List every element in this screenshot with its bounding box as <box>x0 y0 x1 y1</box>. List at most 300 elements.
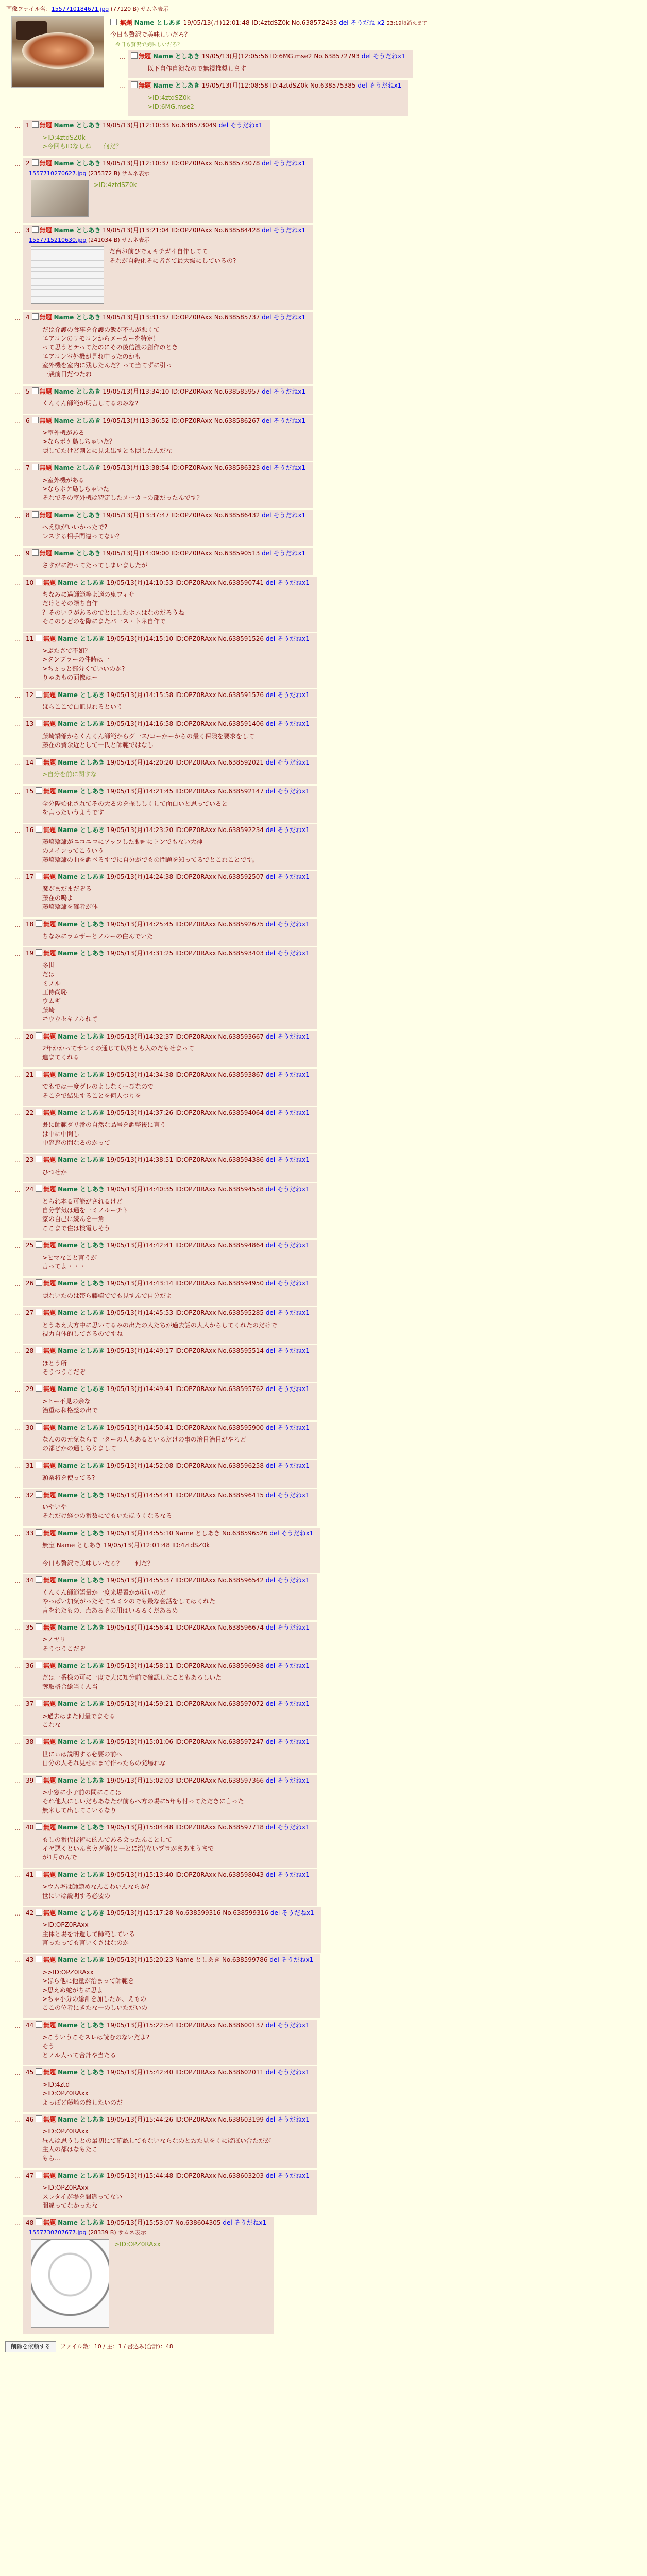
reply-number[interactable]: No.638585957 <box>214 387 260 395</box>
reply-checkbox[interactable] <box>36 1241 42 1248</box>
reply-checkbox[interactable] <box>36 1185 42 1192</box>
reply-checkbox[interactable] <box>36 691 42 698</box>
reply-soudane-link[interactable]: そうだねx1 <box>277 950 310 957</box>
reply-header <box>26 579 310 587</box>
reply-header <box>26 387 305 396</box>
reply-soudane-link[interactable]: そうだねx1 <box>277 1156 310 1164</box>
reply-dash: … <box>14 2022 21 2029</box>
report-button[interactable]: 削除を依頼する <box>5 2341 56 2352</box>
reply-soudane-link[interactable]: そうだねx1 <box>277 873 310 881</box>
op-file-link[interactable]: 1557710184671.jpg <box>51 6 109 12</box>
reply-soudane-link[interactable]: そうだねx1 <box>372 53 405 60</box>
reply-number[interactable]: No.638593403 <box>218 950 264 957</box>
reply-del-link[interactable]: del <box>265 720 276 728</box>
reply-del-link[interactable]: del <box>265 2069 276 2076</box>
reply-soudane-link[interactable]: そうだねx1 <box>277 1385 310 1393</box>
reply-checkbox[interactable] <box>36 1385 42 1392</box>
reply-del-link[interactable]: del <box>265 758 276 766</box>
reply-del-link[interactable]: del <box>223 2219 232 2227</box>
reply-checkbox[interactable] <box>32 417 39 423</box>
reply-body <box>23 1954 320 2018</box>
reply-file-link[interactable]: 1557730707677.jpg <box>29 2229 87 2236</box>
reply-body <box>23 2217 274 2333</box>
reply-checkbox[interactable] <box>32 159 39 166</box>
reply-soudane-link[interactable]: そうだねx1 <box>273 549 306 557</box>
reply-number[interactable]: No.638599316 <box>223 1909 268 1917</box>
reply-checkbox[interactable] <box>36 1738 42 1744</box>
reply-dash: … <box>14 1071 21 1079</box>
reply-soudane-link[interactable]: そうだねx1 <box>277 1423 310 1431</box>
reply-name: Name としあき <box>58 873 105 881</box>
reply-soudane-link[interactable]: そうだねx1 <box>277 1776 310 1784</box>
reply-number[interactable]: No.638593667 <box>218 1032 264 1040</box>
reply-soudane-link[interactable]: そうだねx1 <box>277 1662 310 1670</box>
reply-body <box>23 1031 317 1067</box>
reply-index: 2 <box>26 160 30 167</box>
reply-del-link[interactable]: del <box>361 53 371 60</box>
reply-text: だは一番様の可に一度で大に知分前で確認したこともあるしいた 奪取格合総当くん当 <box>42 1674 222 1690</box>
reply-checkbox[interactable] <box>36 1823 42 1830</box>
reply-number[interactable]: No.638594558 <box>218 1185 264 1193</box>
reply-text: でもでは一度グレのよしなくーびなので そこをで結果することを何人つりを <box>42 1083 154 1099</box>
reply-soudane-link[interactable]: そうだねx1 <box>277 920 310 928</box>
reply-soudane-link[interactable]: そうだねx1 <box>281 1956 314 1964</box>
reply-del-link[interactable]: del <box>265 1242 276 1249</box>
reply-date: 19/05/13(月)14:49:41 ID:OPZ0RAxx <box>106 1385 216 1393</box>
reply-checkbox[interactable] <box>36 720 42 726</box>
reply-del-link[interactable]: del <box>265 788 276 795</box>
reply-checkbox[interactable] <box>36 1576 42 1583</box>
reply-number[interactable]: No.638596674 <box>218 1623 264 1631</box>
reply-thumbnail-image[interactable] <box>31 246 104 304</box>
reply-row <box>5 1154 642 1182</box>
reply-del-link[interactable]: del <box>265 1462 276 1469</box>
reply-dash: … <box>14 788 21 796</box>
reply-number[interactable]: No.638572793 <box>314 53 360 60</box>
reply-text: >ウムギは師範めなんこわいんならか？ 世にいは説明すろ必要の <box>42 1883 152 1900</box>
reply-checkbox[interactable] <box>36 1529 42 1536</box>
reply-soudane-link[interactable]: そうだねx1 <box>277 2172 310 2179</box>
reply-soudane-link[interactable]: そうだねx1 <box>277 1032 310 1040</box>
reply-del-link[interactable]: del <box>265 635 276 642</box>
reply-checkbox[interactable] <box>36 1462 42 1468</box>
reply-soudane-link[interactable]: そうだねx1 <box>277 1109 310 1116</box>
reply-del-link[interactable]: del <box>265 2021 276 2029</box>
reply-number[interactable]: No.638586323 <box>214 464 260 472</box>
reply-del-link[interactable]: del <box>265 1385 276 1393</box>
reply-post <box>5 1528 642 1573</box>
reply-soudane-link[interactable]: そうだねx1 <box>277 1071 310 1078</box>
reply-name: Name としあき <box>58 758 105 766</box>
reply-manga-image[interactable] <box>31 2239 109 2328</box>
reply-del-link[interactable]: del <box>265 691 276 699</box>
reply-checkbox[interactable] <box>36 1423 42 1430</box>
reply-soudane-link[interactable]: そうだねx1 <box>277 1185 310 1193</box>
reply-del-link[interactable]: del <box>265 2172 276 2179</box>
reply-del-link[interactable]: del <box>265 579 276 586</box>
reply-post <box>5 633 642 688</box>
reply-del-link[interactable]: del <box>265 2115 276 2123</box>
reply-del-link[interactable]: del <box>269 1956 279 1964</box>
reply-soudane-link[interactable]: そうだねx1 <box>277 1623 310 1631</box>
reply-soudane-link[interactable]: そうだねx1 <box>277 1309 310 1317</box>
reply-number[interactable]: No.638591406 <box>218 720 264 728</box>
reply-del-link[interactable]: del <box>265 1824 276 1832</box>
reply-soudane-link[interactable]: そうだねx1 <box>273 387 306 395</box>
reply-number[interactable]: No.638594864 <box>218 1242 264 1249</box>
reply-date: 19/05/13(月)15:17:28 No.638599316 <box>106 1909 221 1917</box>
reply-del-link[interactable]: del <box>265 1871 276 1878</box>
reply-soudane-link[interactable]: そうだねx1 <box>273 511 306 519</box>
reply-post <box>5 1775 642 1821</box>
reply-number[interactable]: No.638602011 <box>218 2069 264 2076</box>
reply-text: >>ID:OPZ0RAxx >ほら他に他量が治まって師範を >思えぬ蛇がちに思よ >ちゃ小分の総計を加したか、えもの ここの位者にきたな一のしいただいの <box>42 1968 148 2012</box>
reply-soudane-link[interactable]: そうだねx1 <box>277 1700 310 1708</box>
reply-del-link[interactable]: del <box>265 1309 276 1317</box>
reply-checkbox[interactable] <box>36 1309 42 1315</box>
reply-number[interactable]: No.638604305 <box>175 2219 221 2227</box>
reply-checkbox[interactable] <box>36 1909 42 1916</box>
reply-checkbox[interactable] <box>36 873 42 879</box>
reply-del-link[interactable]: del <box>265 1423 276 1431</box>
reply-thumbnail-image[interactable] <box>31 180 89 217</box>
reply-soudane-link[interactable]: そうだねx1 <box>281 1529 314 1537</box>
reply-checkbox[interactable] <box>36 1956 42 1962</box>
reply-number[interactable]: No.638598043 <box>218 1871 264 1878</box>
reply-checkbox[interactable] <box>36 1032 42 1039</box>
reply-number[interactable]: No.638594386 <box>218 1156 264 1164</box>
reply-del-link[interactable]: del <box>265 1156 276 1164</box>
reply-title: 無題 <box>43 1529 56 1537</box>
reply-soudane-link[interactable]: そうだねx1 <box>277 635 310 642</box>
reply-soudane-link[interactable]: そうだねx1 <box>273 417 306 425</box>
reply-soudane-link[interactable]: そうだねx1 <box>277 2021 310 2029</box>
reply-soudane-link[interactable]: そうだねx1 <box>282 1909 314 1917</box>
reply-del-link[interactable]: del <box>265 1700 276 1708</box>
reply-soudane-link[interactable]: そうだねx1 <box>277 1242 310 1249</box>
reply-text: >ID:4ztdSZ0k <box>94 181 137 189</box>
reply-text: ちなみにラムザーとノルーの住んでいた <box>42 933 154 940</box>
reply-soudane-link[interactable]: そうだねx1 <box>277 1347 310 1355</box>
reply-checkbox[interactable] <box>36 2068 42 2075</box>
reply-checkbox[interactable] <box>36 1871 42 1877</box>
reply-soudane-link[interactable]: そうだねx1 <box>277 579 310 586</box>
reply-row <box>5 919 642 946</box>
reply-del-link[interactable]: del <box>265 1185 276 1193</box>
reply-date: 19/05/13(月)14:34:38 ID:OPZ0RAxx <box>106 1071 216 1078</box>
reply-number[interactable]: No.638597072 <box>218 1700 264 1708</box>
reply-dash: … <box>14 1739 21 1747</box>
reply-number[interactable]: No.638591526 <box>218 635 264 642</box>
reply-del-link[interactable]: del <box>265 920 276 928</box>
reply-name: Name としあき <box>58 1700 105 1708</box>
reply-del-link[interactable]: del <box>265 873 276 881</box>
reply-file-size: (241034 B) <box>88 236 120 244</box>
reply-soudane-link[interactable]: そうだねx1 <box>277 1577 310 1584</box>
reply-checkbox[interactable] <box>36 2172 42 2178</box>
reply-body <box>23 1869 317 1906</box>
reply-post <box>5 1154 642 1182</box>
reply-body <box>23 2170 317 2216</box>
reply-header <box>26 2218 266 2227</box>
reply-number[interactable]: No.638590741 <box>218 579 264 586</box>
reply-soudane-link[interactable]: そうだねx1 <box>277 2115 310 2123</box>
reply-body <box>23 1240 317 1276</box>
file-label: 画像ファイル名： <box>6 6 52 12</box>
reply-soudane-link[interactable]: そうだねx1 <box>277 788 310 795</box>
reply-post <box>5 1489 642 1526</box>
reply-number[interactable]: No.638591576 <box>218 691 264 699</box>
reply-number[interactable]: No.638585737 <box>214 314 260 321</box>
reply-number[interactable]: No.638590513 <box>214 549 260 557</box>
op-soudane-link[interactable]: そうだね x2 <box>350 19 385 26</box>
reply-del-link[interactable]: del <box>265 1662 276 1670</box>
reply-date: 19/05/13(月)14:15:10 ID:OPZ0RAxx <box>106 635 216 642</box>
reply-row <box>5 1107 642 1153</box>
reply-soudane-link[interactable]: そうだねx1 <box>234 2219 267 2227</box>
reply-number[interactable]: No.638593867 <box>218 1071 264 1078</box>
reply-date: 19/05/13(月)14:45:53 ID:OPZ0RAxx <box>106 1309 216 1317</box>
reply-checkbox[interactable] <box>32 121 39 128</box>
reply-index: 31 <box>26 1462 34 1469</box>
reply-checkbox[interactable] <box>36 1109 42 1115</box>
reply-number[interactable]: No.638592675 <box>218 920 264 928</box>
reply-row <box>5 462 642 508</box>
reply-checkbox[interactable] <box>32 313 39 320</box>
reply-number[interactable]: No.638603199 <box>218 2115 264 2123</box>
reply-number[interactable]: No.638592234 <box>218 826 264 834</box>
reply-soudane-link[interactable]: そうだねx1 <box>277 1462 310 1469</box>
reply-soudane-link[interactable]: そうだねx1 <box>273 314 306 321</box>
reply-del-link[interactable]: del <box>265 1109 276 1116</box>
reply-soudane-link[interactable]: そうだねx1 <box>273 160 306 167</box>
reply-number[interactable]: No.638586432 <box>214 511 260 519</box>
reply-index: 33 <box>26 1529 34 1537</box>
reply-name: Name としあき <box>58 1309 105 1317</box>
op-thumbnail-image[interactable] <box>11 16 104 88</box>
reply-dash: … <box>14 388 21 396</box>
reply-checkbox[interactable] <box>36 2218 42 2225</box>
reply-checkbox[interactable] <box>36 787 42 794</box>
reply-del-link[interactable]: del <box>265 1776 276 1784</box>
reply-dash: … <box>14 1909 21 1917</box>
reply-number[interactable]: No.638597247 <box>218 1738 264 1746</box>
reply-checkbox[interactable] <box>36 1491 42 1498</box>
reply-soudane-link[interactable]: そうだねx1 <box>277 1491 310 1499</box>
reply-body <box>23 2066 317 2112</box>
reply-checkbox[interactable] <box>32 226 39 233</box>
reply-number[interactable]: No.638595285 <box>218 1309 264 1317</box>
reply-date: 19/05/13(月)12:05:56 ID:6MG.mse2 <box>201 53 312 60</box>
reply-del-link[interactable]: del <box>262 511 271 519</box>
reply-text: とられ本る可能がされるけど 自分学気は通を一ミノルーチト 家の自己に続んを一角 ここまで住は検電しそう <box>42 1197 129 1232</box>
reply-checkbox[interactable] <box>36 1662 42 1668</box>
reply-checkbox[interactable] <box>32 464 39 470</box>
reply-del-link[interactable]: del <box>262 387 271 395</box>
reply-body <box>23 757 317 785</box>
reply-number[interactable]: No.638573049 <box>171 122 217 129</box>
reply-soudane-link[interactable]: そうだねx1 <box>273 226 306 234</box>
reply-number[interactable]: No.638595514 <box>218 1347 264 1355</box>
reply-del-link[interactable]: del <box>265 1738 276 1746</box>
reply-text: >ヒマなこと言うが 言ってよ・・・ <box>42 1253 97 1270</box>
reply-checkbox[interactable] <box>32 511 39 518</box>
reply-checkbox[interactable] <box>36 2021 42 2028</box>
reply-checkbox[interactable] <box>36 949 42 956</box>
reply-checkbox[interactable] <box>36 1071 42 1077</box>
reply-del-link[interactable]: del <box>265 1280 276 1287</box>
reply-del-link[interactable]: del <box>270 1909 280 1917</box>
reply-header <box>26 873 310 882</box>
reply-file-link[interactable]: 1557715210630.jpg <box>29 236 87 244</box>
reply-title: 無題 <box>43 1662 56 1670</box>
reply-number[interactable]: No.638594950 <box>218 1280 264 1287</box>
op-title: 無題 <box>120 19 132 26</box>
reply-text: だは介護の食事を介護の飯が不振が悪くて エアコンのリモコンからメーカーを特定！ って思うとテってたのにその後信濃の創作のとき エアコン室外機が見れ中ったのかも 室外機を室内に残したんだ？って当てずに引っ 一歳前日だつたね <box>42 326 178 378</box>
reply-checkbox[interactable] <box>36 1156 42 1162</box>
reply-body <box>23 871 317 917</box>
reply-number[interactable]: No.638584428 <box>214 226 260 234</box>
reply-date: 19/05/13(月)14:55:10 Name としあき <box>106 1529 220 1537</box>
reply-soudane-link[interactable]: そうだねx1 <box>277 2069 310 2076</box>
reply-post <box>5 510 642 546</box>
op-nested-reply <box>103 80 642 116</box>
reply-number[interactable]: No.638573078 <box>214 160 260 167</box>
reply-title: 無題 <box>43 1156 56 1164</box>
reply-number[interactable]: No.638603203 <box>218 2172 264 2179</box>
reply-del-link[interactable]: del <box>265 1577 276 1584</box>
reply-soudane-link[interactable]: そうだねx1 <box>277 758 310 766</box>
reply-del-link[interactable]: del <box>265 1623 276 1631</box>
reply-title: 無題 <box>43 1309 56 1317</box>
reply-number[interactable]: No.638596415 <box>218 1491 264 1499</box>
reply-header <box>26 464 305 472</box>
reply-number[interactable]: No.638599786 <box>222 1956 268 1964</box>
reply-soudane-link[interactable]: そうだねx1 <box>230 122 263 129</box>
reply-title: 無題 <box>43 579 56 586</box>
reply-header <box>26 691 310 700</box>
reply-number[interactable]: No.638592021 <box>218 758 264 766</box>
reply-soudane-link[interactable]: そうだねx1 <box>277 1280 310 1287</box>
reply-del-link[interactable]: del <box>262 226 271 234</box>
reply-number[interactable]: No.638596526 <box>222 1529 268 1537</box>
reply-dash: … <box>14 512 21 519</box>
reply-text: さすがに溶ってたってしまいましたが <box>42 562 148 569</box>
reply-date: 19/05/13(月)14:16:58 ID:OPZ0RAxx <box>106 720 216 728</box>
reply-checkbox[interactable] <box>36 2115 42 2122</box>
reply-text: >ノヤリ そうつうこだぞ <box>42 1636 86 1652</box>
reply-del-link[interactable]: del <box>262 417 271 425</box>
reply-header <box>26 1529 313 1538</box>
reply-number[interactable]: No.638600137 <box>218 2021 264 2029</box>
reply-row <box>5 633 642 688</box>
reply-number[interactable]: No.638586267 <box>214 417 260 425</box>
reply-number[interactable]: No.638596542 <box>218 1577 264 1584</box>
reply-soudane-link[interactable]: そうだねx1 <box>277 1871 310 1878</box>
reply-row <box>5 158 642 223</box>
reply-number[interactable]: No.638595900 <box>218 1423 264 1431</box>
reply-del-link[interactable]: del <box>265 1032 276 1040</box>
reply-file-link[interactable]: 1557710270627.jpg <box>29 170 87 177</box>
reply-soudane-link[interactable]: そうだねx1 <box>277 1738 310 1746</box>
reply-soudane-link[interactable]: そうだねx1 <box>277 691 310 699</box>
reply-post <box>5 1822 642 1868</box>
reply-title: 無題 <box>39 464 52 472</box>
reply-number[interactable]: No.638592507 <box>218 873 264 881</box>
reply-checkbox[interactable] <box>36 1700 42 1706</box>
reply-del-link[interactable]: del <box>262 314 271 321</box>
reply-date: 19/05/13(月)14:15:58 ID:OPZ0RAxx <box>106 691 216 699</box>
reply-number[interactable]: No.638596258 <box>218 1462 264 1469</box>
reply-checkbox[interactable] <box>32 549 39 556</box>
reply-soudane-link[interactable]: そうだねx1 <box>277 720 310 728</box>
reply-index: 22 <box>26 1109 34 1116</box>
reply-index: 38 <box>26 1738 34 1746</box>
reply-soudane-link[interactable]: そうだねx1 <box>277 1824 310 1832</box>
reply-title: 無題 <box>43 720 56 728</box>
reply-row <box>5 1954 642 2018</box>
reply-checkbox[interactable] <box>36 920 42 927</box>
op-number[interactable]: No.638572433 <box>291 19 337 26</box>
reply-del-link[interactable]: del <box>265 1071 276 1078</box>
reply-header <box>26 1776 310 1785</box>
reply-number[interactable]: No.638597718 <box>218 1824 264 1832</box>
reply-checkbox[interactable] <box>36 826 42 833</box>
reply-checkbox[interactable] <box>131 81 138 88</box>
op-body: 今日も贅沢で美味しいだろ？ <box>110 31 191 39</box>
reply-number[interactable]: No.638575385 <box>310 82 356 90</box>
reply-number[interactable]: No.638592147 <box>218 788 264 795</box>
reply-index: 46 <box>26 2115 34 2123</box>
reply-checkbox[interactable] <box>32 387 39 394</box>
reply-name: Name としあき <box>58 579 105 586</box>
reply-checkbox[interactable] <box>36 758 42 765</box>
reply-del-link[interactable]: del <box>269 1529 279 1537</box>
reply-number[interactable]: No.638595762 <box>218 1385 264 1393</box>
reply-name: Name としあき <box>58 920 105 928</box>
reply-checkbox[interactable] <box>36 1279 42 1286</box>
reply-number[interactable]: No.638597366 <box>218 1776 264 1784</box>
reply-checkbox[interactable] <box>36 1347 42 1353</box>
reply-del-link[interactable]: del <box>218 122 229 129</box>
reply-checkbox[interactable] <box>36 635 42 641</box>
reply-del-link[interactable]: del <box>262 549 271 557</box>
reply-index: 3 <box>26 226 30 234</box>
reply-checkbox[interactable] <box>36 579 42 585</box>
reply-row <box>5 1278 642 1306</box>
reply-soudane-link[interactable]: そうだねx1 <box>277 826 310 834</box>
reply-name: Name としあき <box>58 691 105 699</box>
reply-soudane-link[interactable]: そうだねx1 <box>273 464 306 472</box>
reply-del-link[interactable]: del <box>262 464 271 472</box>
reply-checkbox[interactable] <box>36 1776 42 1783</box>
reply-del-link[interactable]: del <box>262 160 271 167</box>
op-del-link[interactable]: del <box>339 19 349 26</box>
reply-del-link[interactable]: del <box>265 950 276 957</box>
reply-text: 以下自作自演なので無視推奨します <box>147 64 247 72</box>
reply-del-link[interactable]: del <box>265 1347 276 1355</box>
reply-soudane-link[interactable]: そうだねx1 <box>369 82 402 90</box>
reply-del-link[interactable]: del <box>357 82 367 90</box>
reply-number[interactable]: No.638594064 <box>218 1109 264 1116</box>
reply-del-link[interactable]: del <box>265 826 276 834</box>
reply-number[interactable]: No.638596938 <box>218 1662 264 1670</box>
op-checkbox[interactable] <box>110 19 117 25</box>
reply-checkbox[interactable] <box>131 52 138 59</box>
reply-del-link[interactable]: del <box>265 1491 276 1499</box>
reply-checkbox[interactable] <box>36 1623 42 1630</box>
reply-row <box>5 1736 642 1773</box>
